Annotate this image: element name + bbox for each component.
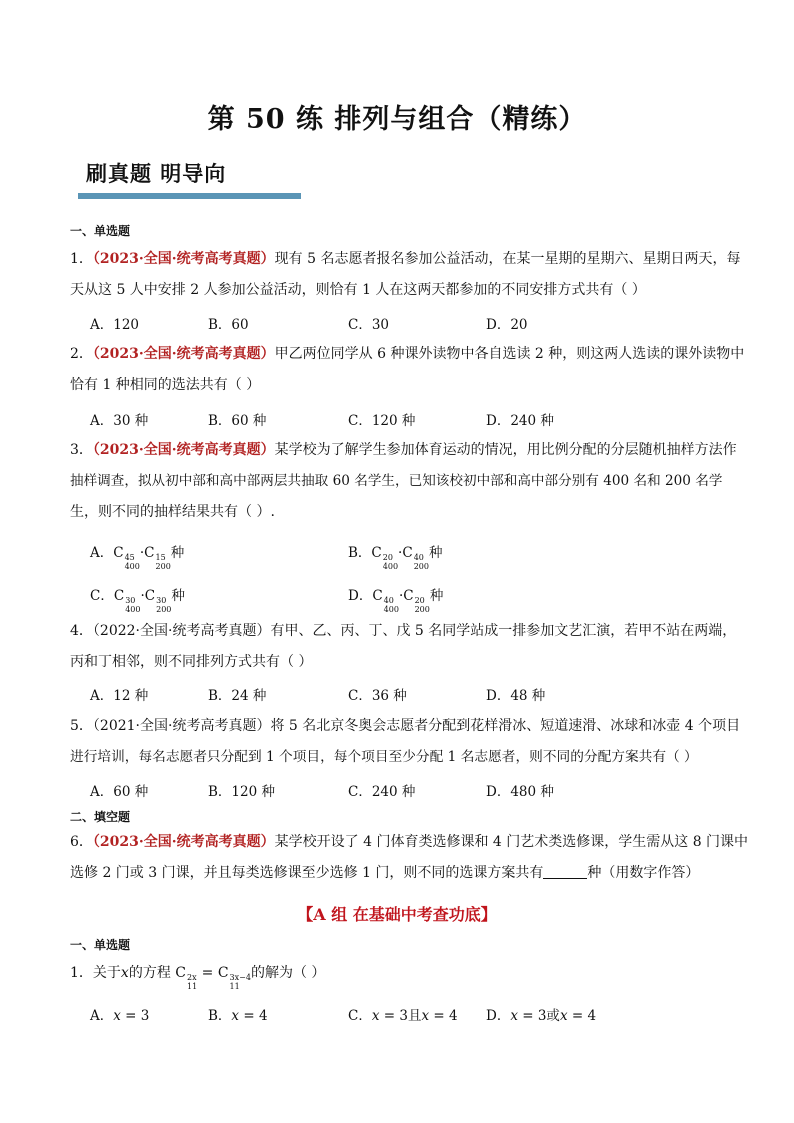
- option-d[interactable]: D．240 种: [486, 413, 554, 429]
- question-text: 某学校为了解学生参加体育运动的情况，用比例分配的分层随机抽样方法作: [274, 442, 737, 458]
- question-text: 甲乙两位同学从 6 种课外读物中各自选读 2 种，则这两人选读的课外读物中: [274, 346, 745, 362]
- question-6-line-2: 选修 2 门或 3 门课，并且每类选修课至少选修 1 门，则不同的选课方案共有 种（用数字作答）: [70, 865, 700, 881]
- option-d[interactable]: D．480 种: [486, 784, 554, 800]
- option-c[interactable]: C．C 30 400 ·C 30 200 种: [90, 588, 185, 614]
- option-a[interactable]: A．30 种: [90, 413, 149, 429]
- question-4-line-1: [70, 616, 736, 647]
- question-3-line-3: 生，则不同的抽样结果共有（ ）.: [70, 504, 275, 520]
- option-b[interactable]: B．120 种: [208, 784, 275, 800]
- question-6-line-1: [70, 827, 748, 858]
- question-number: 3．: [70, 442, 93, 458]
- option-a[interactable]: A．12 种: [90, 688, 149, 704]
- question-3-line-2: 抽样调查，拟从初中部和高中部两层共抽取 60 名学生，已知该校初中部和高中部分别有 400 名和 200 名学: [70, 473, 723, 489]
- option-b[interactable]: B．24 种: [208, 688, 267, 704]
- option-c[interactable]: C．36 种: [348, 688, 407, 704]
- option-a[interactable]: A．C 45 400 ·C 15 200 种: [90, 545, 185, 571]
- page-title: 第 50 练 排列与组合（精练）: [207, 104, 587, 135]
- question-number: 2．: [70, 346, 93, 362]
- question-source: （2023·全国·统考高考真题）: [92, 251, 275, 267]
- option-c[interactable]: C．240 种: [348, 784, 416, 800]
- option-d[interactable]: D．48 种: [486, 688, 546, 704]
- question-text: 现有 5 名志愿者报名参加公益活动，在某一星期的星期六、星期日两天，每: [274, 251, 741, 267]
- section-heading-single-choice-group-a: 一、单选题: [70, 938, 131, 952]
- question-text: 将 5 名北京冬奥会志愿者分配到花样滑冰、短道速滑、冰球和冰壶 4 个项目: [270, 718, 741, 734]
- question-source: （2023·全国·统考高考真题）: [92, 346, 275, 362]
- question-1-line-1: [70, 244, 740, 275]
- question-2-line-2: 恰有 1 种相同的选法共有（ ）: [70, 377, 261, 393]
- question-4-line-2: 丙和丁相邻，则不同排列方式共有（ ）: [70, 654, 313, 670]
- option-d[interactable]: D．C 40 400 ·C 20 200 种: [348, 588, 444, 614]
- option-b[interactable]: B．60: [208, 317, 249, 333]
- option-c[interactable]: C．x = 3且x = 4: [348, 1008, 458, 1024]
- question-5-line-2: 进行培训，每名志愿者只分配到 1 个项目，每个项目至少分配 1 名志愿者，则不同的分配方案共有（ ）: [70, 749, 698, 765]
- question-2-line-1: [70, 339, 744, 370]
- section-banner: 刷真题 明导向: [86, 161, 227, 186]
- question-text: 有甲、乙、丙、丁、戊 5 名同学站成一排参加文艺汇演，若甲不站在两端，: [270, 623, 737, 639]
- question-1-line-2: 天从这 5 人中安排 2 人参加公益活动，则恰有 1 人在这两天都参加的不同安排方式共有（ ）: [70, 282, 646, 298]
- option-b[interactable]: B．60 种: [208, 413, 267, 429]
- option-b[interactable]: B．C 20 400 ·C 40 200 种: [348, 545, 443, 571]
- question-source: （2023·全国·统考高考真题）: [92, 442, 275, 458]
- question-number: 1．: [70, 251, 93, 267]
- option-d[interactable]: D．x = 3或x = 4: [486, 1008, 597, 1024]
- option-d[interactable]: D．20: [486, 317, 528, 333]
- question-source: （2023·全国·统考高考真题）: [92, 834, 275, 850]
- question-number: 4．: [70, 623, 93, 639]
- section-heading-fill-blank: 二、填空题: [70, 810, 131, 824]
- answer-blank[interactable]: [543, 864, 587, 879]
- option-a[interactable]: A．60 种: [90, 784, 149, 800]
- question-text: 某学校开设了 4 门体育类选修课和 4 门艺术类选修课，学生需从这 8 门课中: [274, 834, 749, 850]
- option-b[interactable]: B．x = 4: [208, 1008, 268, 1024]
- problem-1-stem: 1．关于x的方程 C 2x 11 = C 3x−4 11 的解为（ ）: [70, 965, 326, 991]
- question-5-line-1: [70, 711, 740, 742]
- option-a[interactable]: A．x = 3: [90, 1008, 150, 1024]
- question-source: （2021·全国·统考高考真题）: [92, 718, 271, 734]
- question-3-line-1: [70, 435, 737, 466]
- banner-underline: [78, 193, 301, 199]
- group-a-header: 【A 组 在基础中考查功底】: [297, 905, 497, 924]
- option-a[interactable]: A．120: [90, 317, 140, 333]
- section-heading-single-choice: 一、单选题: [70, 224, 131, 238]
- question-source: （2022·全国·统考高考真题）: [92, 623, 271, 639]
- question-number: 5．: [70, 718, 93, 734]
- question-number: 6．: [70, 834, 93, 850]
- option-c[interactable]: C．120 种: [348, 413, 416, 429]
- option-c[interactable]: C．30: [348, 317, 390, 333]
